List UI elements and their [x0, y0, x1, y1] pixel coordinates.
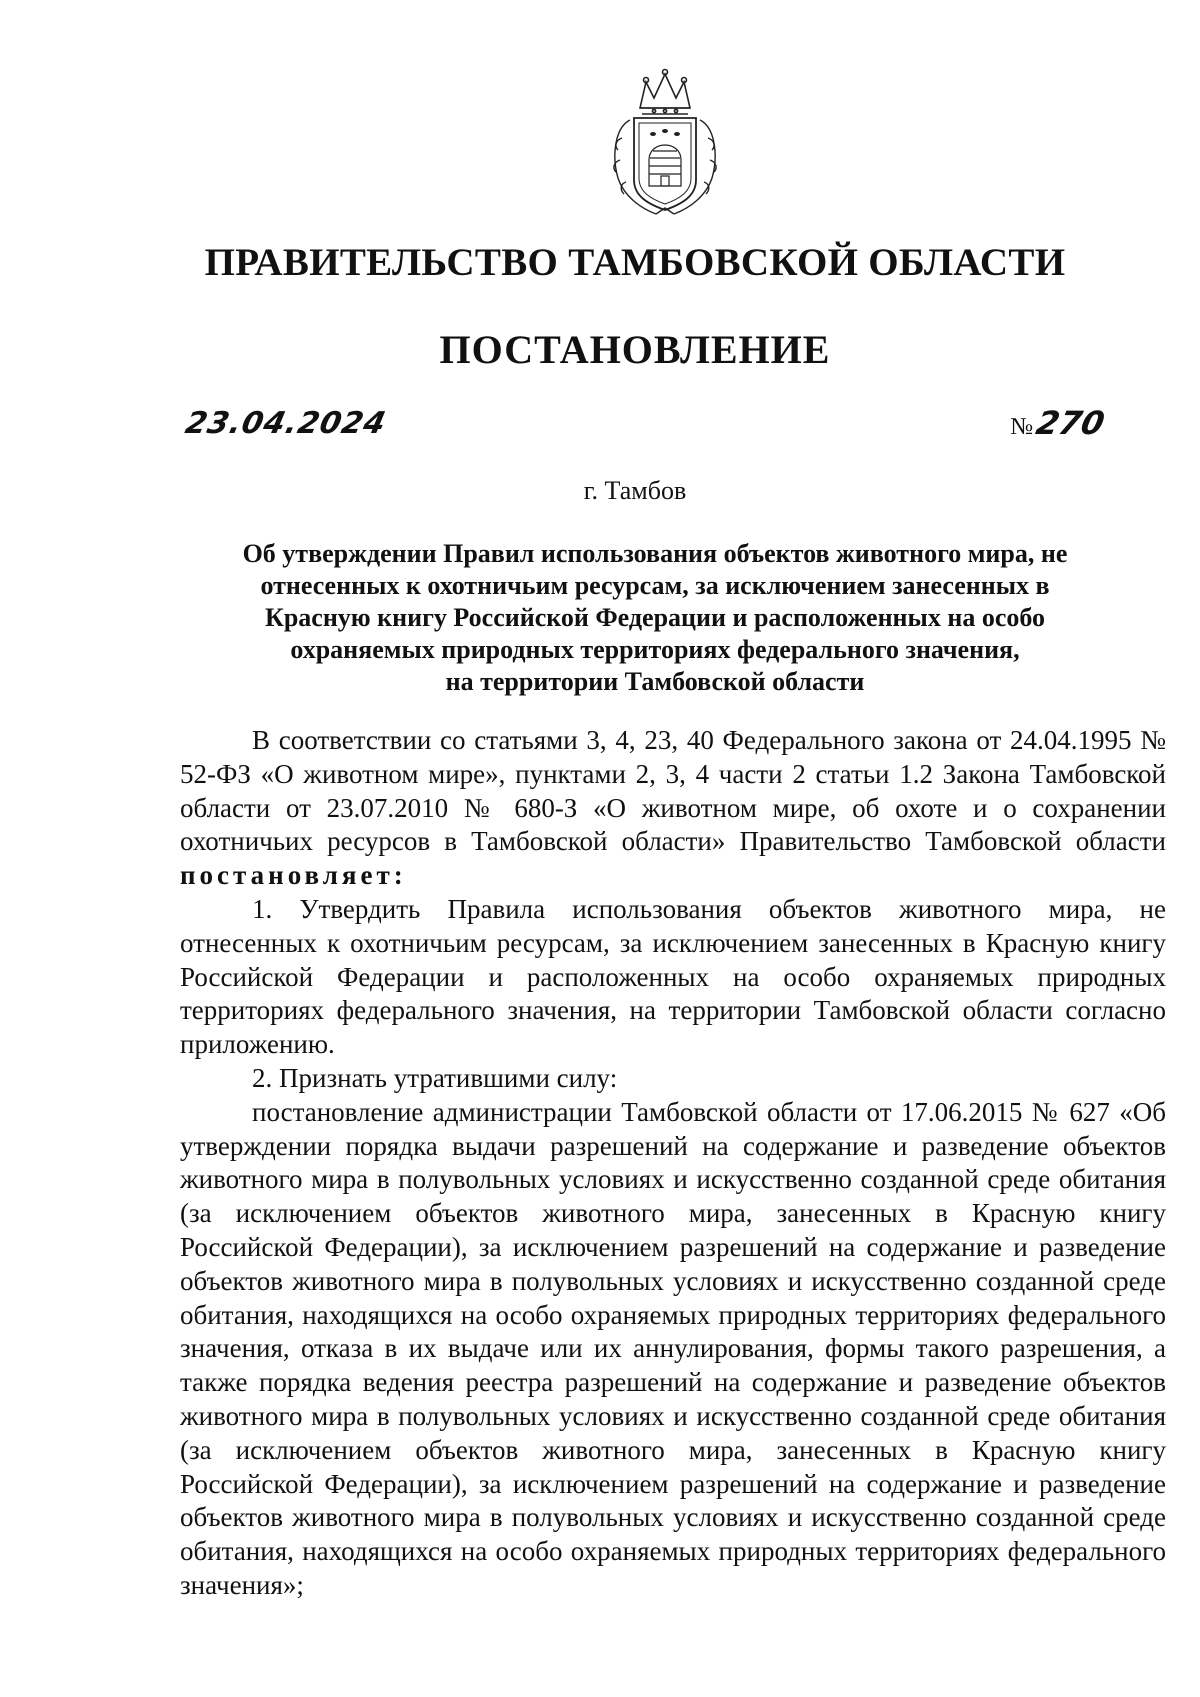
document-number [1010, 404, 1109, 442]
document-type: ПОСТАНОВЛЕНИЕ [439, 327, 831, 372]
heading-line: охраняемых природных территориях федерального значения, [290, 635, 1020, 664]
heading-line: отнесенных к охотничьим ресурсам, за исключением занесенных в [260, 571, 1050, 600]
number-prefix: № [1010, 414, 1034, 440]
item-2-text-paragraph: постановление администрации Тамбовской области от 17.06.2015 № 627 «Об утверждении порядка выдачи разрешений на содержание и разведение объектов животного мира в полувольных условиях и искусственно созданной среде обитания (за исключением объектов животного мира, занесенных в Красную книгу Российской Федерации), за исключением разрешений на содержание и разведение объектов животного мира в полувольных условиях и искусственно созданной среде обитания, находящихся на особо охраняемых природных территориях федерального значения, отказа в их выдаче или их аннулирования, формы такого разрешения, а также порядка ведения реестра разрешений на содержание и разведение объектов животного мира в полувольных условиях и искусственно созданной среде обитания (за исключением объектов животного мира, занесенных в Красную книгу Российской Федерации), за исключением разрешений на содержание и разведение объектов животного мира в полувольных условиях и искусственно созданной среде обитания, находящихся на особо охраняемых природных территориях федерального значения»; [180, 1096, 1166, 1600]
resolves-word: постановляет: [180, 860, 407, 891]
heading-line: Об утверждении Правил использования объектов животного мира, не [242, 539, 1068, 568]
document-date: 23.04.2024 [182, 406, 390, 441]
item-2-paragraph: 2. Признать утратившими силу: [252, 1062, 618, 1093]
coat-of-arms-icon [604, 68, 726, 218]
city: г. Тамбов [583, 476, 687, 505]
document-body [180, 724, 1166, 1603]
preamble-text: В соответствии со статьями 3, 4, 23, 40 Федерального закона от 24.04.1995 № 52-ФЗ «О животном мире», пунктами 2, 3, 4 части 2 статьи 1.2 Закона Тамбовской области от 23.07.2010 № 680-З «О животном мире, об охоте и о сохранении охотничьих ресурсов в Тамбовской области» Правительство Тамбовской области [180, 725, 1166, 857]
item-1-paragraph: 1. Утвердить Правила использования объектов животного мира, не отнесенных к охотничьим ресурсам, за исключением занесенных в Красную книгу Российской Федерации и расположенных на особо охраняемых природных территориях федерального значения, на территории Тамбовской области согласно приложению. [180, 893, 1166, 1060]
heading-line: на территории Тамбовской области [445, 667, 865, 696]
document-heading [186, 538, 1124, 698]
government-title: ПРАВИТЕЛЬСТВО ТАМБОВСКОЙ ОБЛАСТИ [204, 241, 1066, 284]
preamble-paragraph [180, 724, 1166, 893]
number-value: 270 [1033, 404, 1109, 442]
heading-line: Красную книгу Российской Федерации и расположенных на особо [264, 603, 1046, 632]
